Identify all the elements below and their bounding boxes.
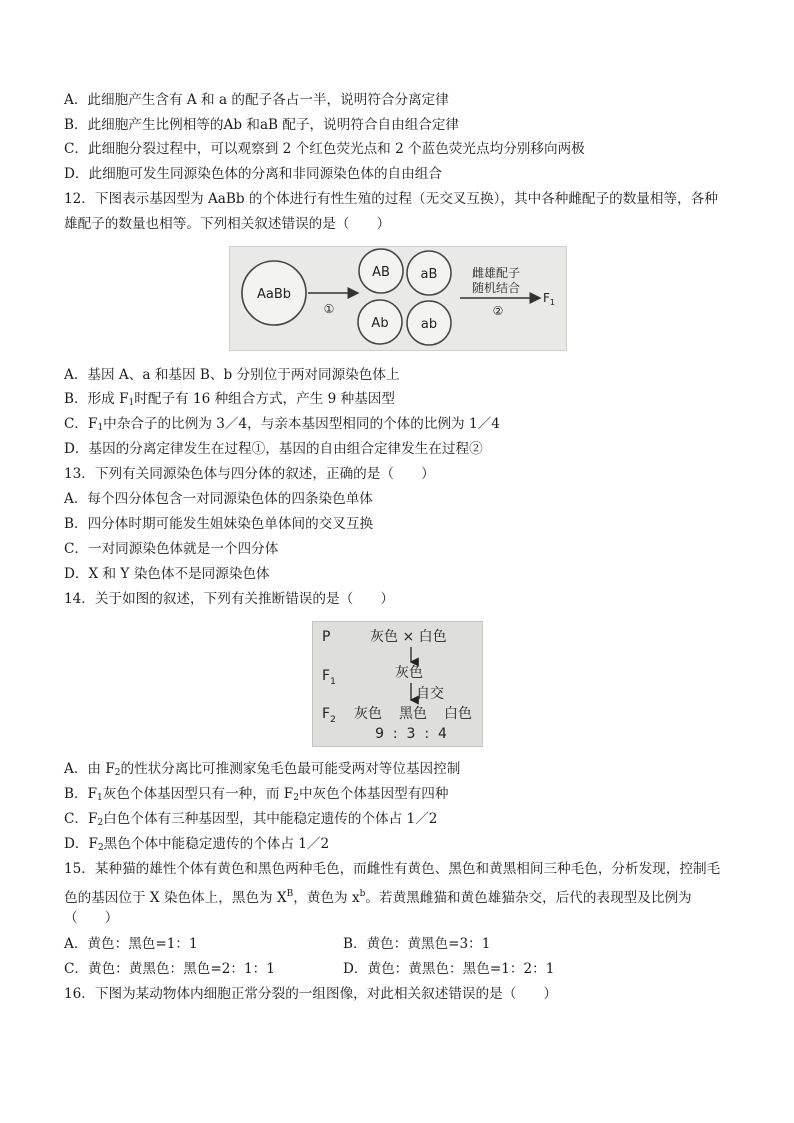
q14-cross-figure (312, 621, 483, 747)
q11-option-d: D．此细胞可发生同源染色体的分离和非同源染色体的自由组合 (64, 166, 442, 182)
q11-option-b: B．此细胞产生比例相等的Ab 和aB 配子，说明符合自由组合定律 (64, 117, 460, 133)
q11-option-c: C．此细胞分裂过程中，可以观察到 2 个红色荧光点和 2 个蓝色荧光点均分别移向两极 (64, 141, 585, 157)
q14-option-b: B．$F_1$灰色个体基因型只有一种，而 $F_2$中灰色个体基因型有四种 (64, 786, 449, 803)
f1-label: $F_1$ (322, 668, 336, 687)
f2-label: $F_2$ (322, 706, 336, 725)
q12-gamete-figure (229, 246, 567, 351)
arrow-text-1: 雌雄配子 (471, 266, 521, 280)
q12-option-a: A．基因 A、a 和基因 B、b 分别位于两对同源染色体上 (64, 367, 400, 383)
q12-option-c: C．$F_1$中杂合子的比例为 3／4，与亲本基因型相同的个体的比例为 1／4 (64, 416, 500, 433)
p-label: P (322, 629, 331, 645)
q13-stem: 13．下列有关同源染色体与四分体的叙述，正确的是（ ） (64, 466, 435, 482)
q13-option-b: B．四分体时期可能发生姐妹染色单体间的交叉互换 (64, 516, 374, 532)
step1-label: ① (323, 302, 335, 316)
gamete-ab-both-lower (407, 301, 451, 345)
q15-option-d: D．黄色：黄黑色：黑色=1：2：1 (343, 961, 555, 977)
q12-option-d: D．基因的分离定律发生在过程①，基因的自由组合定律发生在过程② (64, 441, 483, 457)
q15-stem-line3: （ ） (64, 910, 119, 926)
svg-text:ab: ab (420, 317, 438, 332)
p-cross: 灰色 × 白色 (370, 629, 447, 645)
q13-option-d: D．X 和 Y 染色体不是同源染色体 (64, 566, 270, 582)
q14-option-d: D．$F_2$黑色个体中能稳定遗传的个体占 1／2 (64, 836, 330, 853)
q13-option-a: A．每个四分体包含一对同源染色体的四条染色单体 (64, 491, 373, 507)
svg-text:Ab: Ab (371, 316, 389, 331)
f1-phenotype: 灰色 (395, 665, 423, 681)
q12-stem-line1: 12．下图表示基因型为 AaBb 的个体进行有性生殖的过程（无交叉互换），其中各种雌配子的数量相等，各种 (64, 191, 718, 207)
gamete-ab-lower-case-a (407, 251, 451, 295)
q14-stem: 14．关于如图的叙述，下列有关推断错误的是（ ） (64, 591, 394, 607)
q13-option-c: C．一对同源染色体就是一个四分体 (64, 541, 279, 557)
f2-phenotype-gray: 灰色 (354, 706, 382, 722)
f2-phenotype-white: 白色 (444, 706, 472, 722)
f2-phenotype-black: 黑色 (399, 706, 427, 722)
q11-option-a: A．此细胞产生含有 A 和 a 的配子各占一半，说明符合分离定律 (64, 92, 449, 108)
f2-ratio: 9 : 3 : 4 (375, 726, 447, 742)
q15-option-b: B．黄色：黄黑色=3：1 (343, 936, 491, 952)
arrow-text-2: 随机结合 (471, 281, 521, 295)
q12-stem-line2: 雄配子的数量也相等。下列相关叙述错误的是（ ） (64, 216, 391, 232)
q16-stem: 16．下图为某动物体内细胞正常分裂的一组图像，对此相关叙述错误的是（ ） (64, 986, 558, 1002)
parent-cell (242, 261, 306, 325)
gamete-ab-lower-case-b (358, 300, 402, 344)
q12-option-b: B．形成 $F_1$时配子有 16 种组合方式，产生 9 种基因型 (64, 391, 395, 408)
selfing-label: 自交 (416, 686, 444, 702)
svg-text:AB: AB (372, 265, 390, 280)
step2-label: ② (492, 304, 504, 318)
svg-text:aB: aB (420, 267, 438, 282)
q15-stem-line2: 色的基因位于 X 染色体上，黑色为 $X^B$，黄色为 $x^b$。若黄黑雌猫和黄色雄猫杂交，后代的表现型及比例为 (64, 889, 692, 906)
parent-genotype: AaBb (256, 287, 292, 302)
q15-stem-line1: 15．某种猫的雄性个体有黄色和黑色两种毛色，而雌性有黄色、黑色和黄黑相间三种毛色，分析发现，控制毛 (64, 861, 721, 877)
q15-option-a: A．黄色：黑色=1：1 (64, 936, 198, 952)
gamete-ab-upper (359, 249, 403, 293)
result-label: $F_1$ (543, 291, 555, 307)
q15-option-c: C．黄色：黄黑色：黑色=2：1：1 (64, 961, 275, 977)
q14-option-c: C．$F_2$白色个体有三种基因型，其中能稳定遗传的个体占 1／2 (64, 811, 438, 828)
q14-option-a: A．由 $F_2$的性状分离比可推测家兔毛色最可能受两对等位基因控制 (64, 761, 461, 778)
